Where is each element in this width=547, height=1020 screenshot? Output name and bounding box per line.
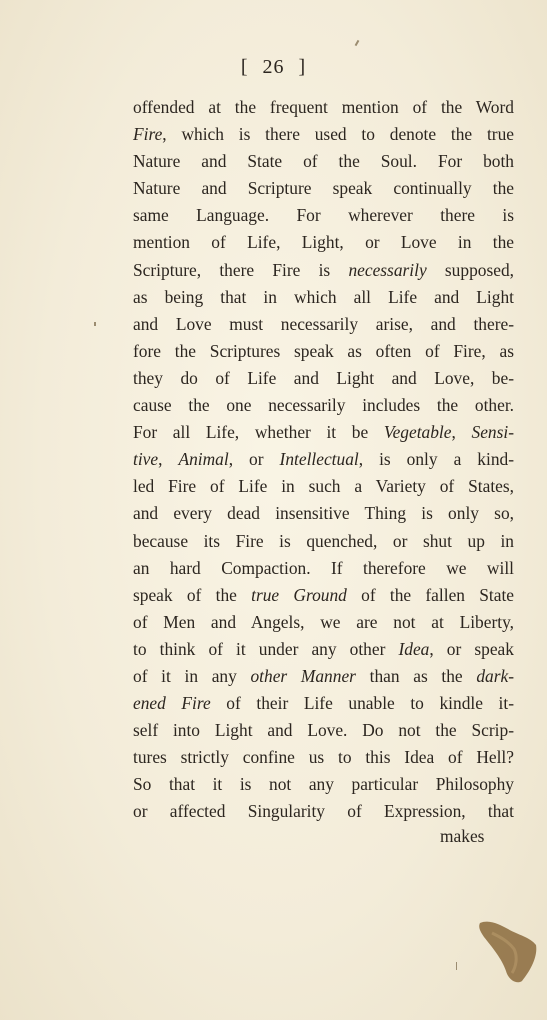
text-line: as being that in which all Life and Light xyxy=(133,286,514,307)
text-line: ened Fire of their Life unable to kindle it- xyxy=(133,693,514,714)
text-line: tures strictly confine us to this Idea of Hell? xyxy=(133,747,514,768)
text-line: or affected Singularity of Expression, that xyxy=(133,801,514,822)
text-line: and Love must necessarily arise, and there- xyxy=(133,313,514,334)
page-speck-mark xyxy=(94,322,96,326)
page-speck-mark xyxy=(456,962,457,970)
text-line: Nature and Scripture speak continually the xyxy=(133,178,514,199)
text-line: same Language. For wherever there is xyxy=(133,205,514,226)
text-line: For all Life, whether it be Vegetable, Sensi- xyxy=(133,422,515,443)
catchword: makes xyxy=(440,826,485,846)
text-line: tive, Animal, or Intellectual, is only a kind- xyxy=(133,449,514,470)
text-line: self into Light and Love. Do not the Scrip- xyxy=(133,720,514,741)
text-line: led Fire of Life in such a Variety of States, xyxy=(133,476,514,497)
page-number: 26 xyxy=(262,56,285,78)
body-text xyxy=(133,94,514,826)
text-line: offended at the frequent mention of the Word xyxy=(133,97,514,117)
text-line: they do of Life and Light and Love, be- xyxy=(133,367,514,388)
text-line: Nature and State of the Soul. For both xyxy=(133,151,514,172)
text-line: an hard Compaction. If therefore we will xyxy=(133,557,514,578)
text-line: So that it is not any particular Philosophy xyxy=(133,774,514,795)
text-line: speak of the true Ground of the fallen State xyxy=(133,584,515,605)
text-line: to think of it under any other Idea, or speak xyxy=(133,638,514,659)
text-line: mention of Life, Light, or Love in the xyxy=(133,232,514,253)
page-speck-mark xyxy=(355,40,360,46)
text-line: fore the Scriptures speak as often of Fire, as xyxy=(133,340,514,361)
text-line: and every dead insensitive Thing is only so, xyxy=(133,503,514,524)
page-header xyxy=(0,56,547,79)
paper-stain-mark xyxy=(478,915,538,985)
text-line: because its Fire is quenched, or shut up in xyxy=(133,530,514,551)
header-right-bracket: ] xyxy=(298,56,307,78)
header-left-bracket: [ xyxy=(240,56,249,78)
text-line: Scripture, there Fire is necessarily supposed, xyxy=(133,259,514,280)
text-line: Fire, which is there used to denote the true xyxy=(133,124,514,145)
text-line: of Men and Angels, we are not at Liberty, xyxy=(133,611,514,632)
text-line: cause the one necessarily includes the other. xyxy=(133,395,514,416)
text-line: of it in any other Manner than as the dark- xyxy=(133,665,514,686)
